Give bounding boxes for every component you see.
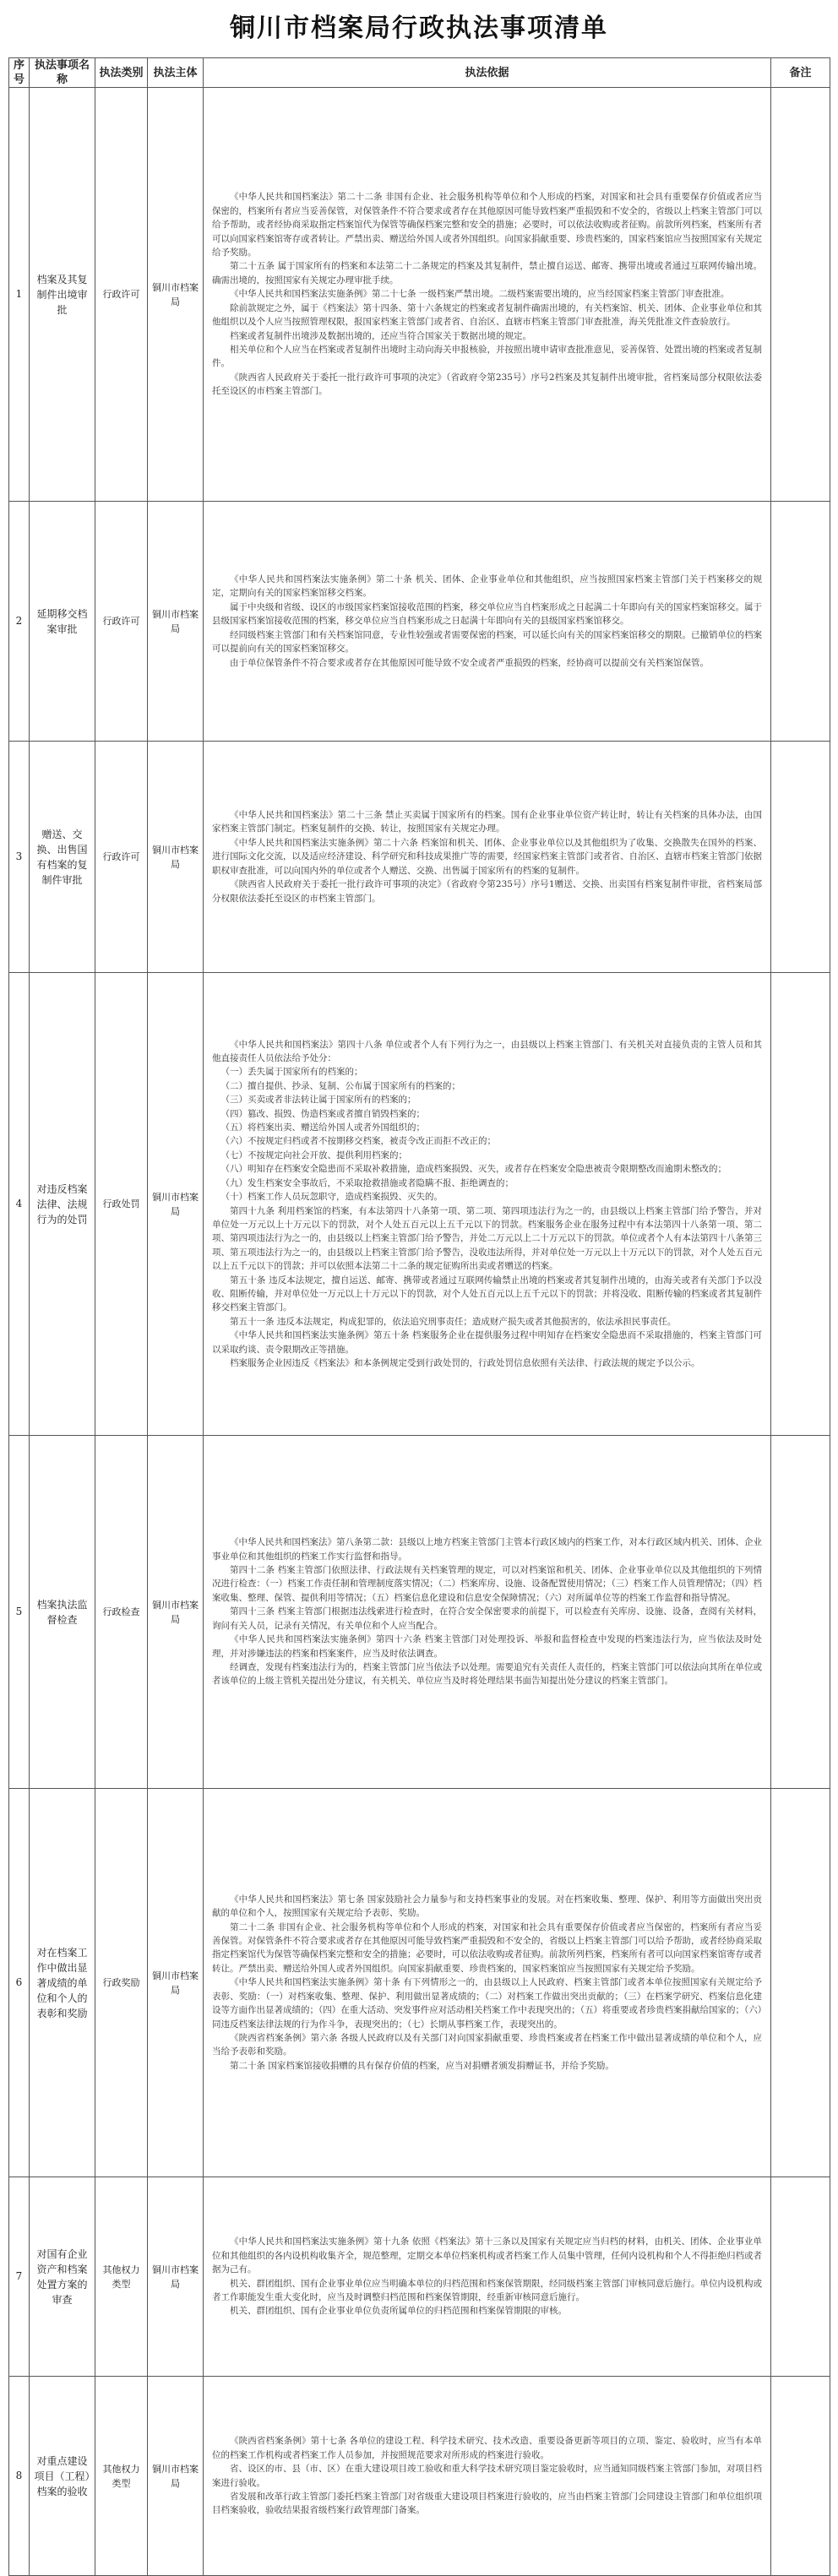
cell-name: 赠送、交换、出售国有档案的复制件审批 [30,742,95,973]
basis-paragraph: （四）篡改、损毁、伪造档案或者擅自销毁档案的； [220,1108,425,1119]
cell-name: 对违反档案法律、法规行为的处罚 [30,973,95,1436]
cell-type: 行政奖励 [95,1789,148,2177]
table-row [9,88,830,502]
basis-paragraph: 《中华人民共和国档案法实施条例》第二十条 机关、团体、企业事业单位和其他组织，应当按照国家档案主管部门关于档案移交的规定，定期向有关的国家档案馆移交档案。 [212,574,762,599]
cell-subject: 铜川市档案局 [148,742,204,973]
basis-paragraph: 《陕西省档案条例》第六条 各级人民政府以及有关部门对向国家捐献重要、珍贵档案或者在档案工作中做出显著成绩的单位和个人，应当给予表彰和奖励。 [212,2032,762,2057]
cell-name: 延期移交档案审批 [30,502,95,742]
header-seq: 序号 [9,58,30,88]
basis-paragraph: 经调查，发现有档案违法行为的，档案主管部门应当依法予以处理。需要追究有关责任人责任的，档案主管部门可以依法向其所在单位或者该单位的上级主管机关提出处分建议，有关机关、单位应当及时将处理结果书面告知提出处分建议的档案主管部门。 [212,1661,762,1687]
basis-paragraph: 第五十条 违反本法规定，擅自运送、邮寄、携带或者通过互联网传输禁止出境的档案或者其复制件出境的，由海关或者有关部门予以没收、阻断传输，并对单位处一万元以上十万元以下的罚款，对个人处五百元以上五千元以下的罚款；并将没收、阻断传输的档案或者其复制件移交档案主管部门。 [212,1274,762,1313]
basis-paragraph: 由于单位保管条件不符合要求或者存在其他原因可能导致不安全或者严重损毁的档案，经协商可以提前交有关档案馆保管。 [230,657,709,668]
basis-paragraph: 《中华人民共和国档案法实施条例》第五十条 档案服务企业在提供服务过程中明知存在档案安全隐患而不采取措施的，档案主管部门可以采取约谈、责令限期改正等措施。 [212,1330,762,1355]
basis-paragraph: 省发展和改革行政主管部门委托档案主管部门对省级重大建设项目档案进行验收的，应当由档案主管部门会同建设主管部门和单位组织项目档案验收，验收结果报省级档案行政管理部门备案。 [212,2491,762,2516]
cell-basis [204,973,771,1436]
basis-paragraph: （一）丢失属于国家所有的档案的； [220,1067,363,1078]
basis-paragraph: 第二十五条 属于国家所有的档案和本法第二十二条规定的档案及其复制件，禁止擅自运送、邮寄、携带出境或者通过互联网传输出境。确需出境的，按照国家有关规定办理审批手续。 [212,261,762,285]
basis-paragraph: 机关、群团组织、国有企业事业单位应当明确本单位的归档范围和档案保管期限，经同级档案主管部门审核同意后施行。单位内设机构或者工作职能发生重大变化时，应当及时调整归档范围和档案保管期限，经重新审核同意后施行。 [212,2278,762,2302]
basis-paragraph: 除前款规定之外，属于《档案法》第十四条、第十六条规定的档案或者复制件确需出境的，有关档案馆、机关、团体、企业事业单位和其他组织以及个人应当按照管理权限，报国家档案主管部门或者省、自治区、直辖市档案主管部门审查批准，海关凭批准文件查验放行。 [212,302,762,328]
table-row [9,1789,830,2177]
table-row [9,502,830,742]
basis-paragraph: 档案服务企业因违反《档案法》和本条例规定受到行政处罚的，行政处罚信息依照有关法律、行政法规的规定予以公示。 [230,1357,700,1368]
cell-type: 行政许可 [95,502,148,742]
table-row [9,1436,830,1789]
basis-paragraph: （八）明知存在档案安全隐患而不采取补救措施，造成档案损毁、灭失，或者存在档案安全隐患被责令限期整改而逾期未整改的； [220,1164,726,1175]
basis-paragraph: 第四十三条 档案主管部门根据违法线索进行检查时，在符合安全保密要求的前提下，可以检查有关库房、设施、设备，查阅有关材料，询问有关人员，记录有关情况，有关单位和个人应当配合。 [212,1606,762,1631]
cell-name: 对国有企业资产和档案处置方案的审查 [30,2177,95,2377]
enforcement-table [8,57,830,2576]
cell-type: 行政处罚 [95,973,148,1436]
basis-paragraph: 《中华人民共和国档案法》第八条第二款：县级以上地方档案主管部门主管本行政区域内的档案工作，对本行政区域内机关、团体、企业事业单位和其他组织的档案工作实行监督和指导。 [212,1537,762,1562]
cell-name: 档案执法监督检查 [30,1436,95,1789]
cell-type: 行政许可 [95,88,148,502]
basis-paragraph: 《陕西省人民政府关于委托一批行政许可事项的决定》（省政府令第235号）序号1赠送、交换、出卖国有档案复制件审批，省档案局部分权限依法委托至设区的市档案主管部门。 [212,879,762,904]
cell-name: 对重点建设项目（工程）档案的验收 [30,2377,95,2576]
cell-remark [771,1436,830,1789]
cell-basis [204,502,771,742]
cell-seq: 3 [9,742,30,973]
cell-remark [771,2377,830,2576]
basis-paragraph: 《中华人民共和国档案法》第七条 国家鼓励社会力量参与和支持档案事业的发展。对在档案收集、整理、保护、利用等方面做出突出贡献的单位和个人，按照国家有关规定给予表彰、奖励。 [212,1894,762,1919]
cell-basis [204,2377,771,2576]
cell-remark [771,1789,830,2177]
cell-remark [771,973,830,1436]
cell-subject: 铜川市档案局 [148,2177,204,2377]
basis-paragraph: 档案或者复制件出境涉及数据出境的，还应当符合国家关于数据出境的规定。 [230,330,531,341]
cell-type: 行政许可 [95,742,148,973]
basis-paragraph: （二）擅自提供、抄录、复制、公布属于国家所有的档案的； [220,1080,460,1091]
cell-subject: 铜川市档案局 [148,502,204,742]
basis-paragraph: 《中华人民共和国档案法实施条例》第二十六条 档案馆和机关、团体、企业事业单位以及其他组织为了收集、交换散失在国外的档案、进行国际文化交流，以及适应经济建设、科学研究和科技成果推广等的需要，经国家档案主管部门或者省、自治区、直辖市档案主管部门依据职权审查批准，可以向国内外的单位或者个人赠送、交换、出售属于国家所有的档案的复制件。 [212,837,762,876]
table-row [9,2377,830,2576]
basis-paragraph: 《中华人民共和国档案法》第二十三条 禁止买卖属于国家所有的档案。国有企业事业单位资产转让时，转让有关档案的具体办法，由国家档案主管部门制定。档案复制件的交换、转让，按照国家有关规定办理。 [212,810,762,834]
cell-remark [771,2177,830,2377]
header-type: 执法类别 [95,58,148,88]
basis-paragraph: 经同级档案主管部门和有关档案馆同意，专业性较强或者需要保密的档案，可以延长向有关的国家档案馆移交的期限。已撤销单位的档案可以提前向有关的国家档案馆移交。 [212,629,762,655]
cell-subject: 铜川市档案局 [148,1789,204,2177]
header-remark: 备注 [771,58,830,88]
header-basis: 执法依据 [204,58,771,88]
basis-paragraph: 第二十条 国家档案馆接收捐赠的具有保存价值的档案，应当对捐赠者颁发捐赠证书，并给予奖励。 [230,2060,614,2071]
basis-paragraph: 《中华人民共和国档案法实施条例》第十九条 依照《档案法》第十三条以及国家有关规定应当归档的材料，由机关、团体、企业事业单位和其他组织的各内设机构收集齐全，规范整理，定期交本单位档案机构或者档案工作人员集中管理，任何内设机构和个人不得拒绝归档或者据为己有。 [212,2236,762,2275]
basis-paragraph: （七）不按规定向社会开放、提供利用档案的； [220,1149,407,1160]
cell-seq: 1 [9,88,30,502]
cell-type: 其他权力类型 [95,2177,148,2377]
basis-paragraph: 省、设区的市、县（市、区）在重大建设项目竣工验收和重大科学技术研究项目鉴定验收时，应当通知同级档案主管部门参加，对项目档案进行验收。 [212,2464,762,2488]
basis-paragraph: 第四十九条 利用档案馆的档案，有本法第四十八条第一项、第二项、第四项违法行为之一的，由县级以上档案主管部门给予警告，并对单位处一万元以上十万元以下的罚款，对个人处五百元以上五千元以下的罚款。档案服务企业在服务过程中有本法第四十八条第一项、第二项、第四项违法行为之一的，由县级以上档案主管部门给予警告，并处二万元以上二十万元以下的罚款。单位或者个人有本法第四十八条第三项、第五项违法行为之一的，由县级以上档案主管部门给予警告，没收违法所得，并对单位处一万元以上十万元以下的罚款，对个人处五百元以上五千元以下的罚款；并可以依照本法第二十二条的规定征购所出卖或者赠送的档案。 [212,1205,762,1272]
basis-paragraph: 属于中央级和省级、设区的市级国家档案馆接收范围的档案，移交单位应当自档案形成之日起满二十年即向有关的国家档案馆移交。属于县级国家档案馆接收范围的档案，移交单位应当自档案形成之日起满十年即向有关的县级国家档案馆移交。 [212,601,762,627]
basis-paragraph: 机关、群团组织、国有企业事业单位负责所属单位的归档范围和档案保管期限的审核。 [230,2306,567,2317]
basis-paragraph: （六）不按规定归档或者不按期移交档案，被责令改正而拒不改正的； [220,1136,496,1147]
table-row [9,2177,830,2377]
cell-subject: 铜川市档案局 [148,2377,204,2576]
cell-name: 档案及其复制件出境审批 [30,88,95,502]
cell-seq: 4 [9,973,30,1436]
basis-paragraph: 《中华人民共和国档案法实施条例》第十条 有下列情形之一的，由县级以上人民政府、档案主管部门或者本单位按照国家有关规定给予表彰、奖励：（一）对档案收集、整理、保护、利用做出显著成绩的；（二）对档案工作做出突出贡献的；（三）在档案学研究、档案信息化建设等方面作出显著成绩的；（四）在重大活动、突发事件应对活动相关档案工作中表现突出的；（五）将重要或者珍贵档案捐献给国家的；（六）同违反档案法律法规的行为作斗争，表现突出的；（七）长期从事档案工作，表现突出的。 [212,1977,762,2030]
cell-basis [204,2177,771,2377]
cell-subject: 铜川市档案局 [148,1436,204,1789]
basis-paragraph: 《中华人民共和国档案法》第四十八条 单位或者个人有下列行为之一，由县级以上档案主管部门、有关机关对直接负责的主管人员和其他直接责任人员依法给予处分： [212,1039,762,1064]
cell-seq: 7 [9,2177,30,2377]
cell-seq: 2 [9,502,30,742]
basis-paragraph: 第四十二条 档案主管部门依照法律、行政法规有关档案管理的规定，可以对档案馆和机关、团体、企业事业单位以及其他组织的下列情况进行检查：（一）档案工作责任制和管理制度落实情况；（二）档案库房、设施、设备配置使用情况；（三）档案工作人员管理情况；（四）档案收集、整理、保管、提供利用等情况；（五）档案信息化建设和信息安全保障情况；（六）对所属单位等的档案工作监督和指导情况。 [212,1565,762,1603]
cell-subject: 铜川市档案局 [148,973,204,1436]
table-row [9,742,830,973]
basis-paragraph: （十）档案工作人员玩忽职守，造成档案损毁、灭失的。 [220,1192,443,1203]
cell-subject: 铜川市档案局 [148,88,204,502]
table-header-row [9,58,830,88]
basis-paragraph: 《陕西省人民政府关于委托一批行政许可事项的决定》（省政府令第235号）序号2档案及其复制件出境审批，省档案局部分权限依法委托至设区的市档案主管部门。 [212,372,762,397]
basis-paragraph: 相关单位和个人应当在档案或者复制件出境时主动向海关申报核验，并按照出境申请审查批准意见，妥善保管、处置出境的档案或者复制件。 [212,344,762,369]
cell-remark [771,502,830,742]
cell-seq: 5 [9,1436,30,1789]
basis-paragraph: 《中华人民共和国档案法》第二十二条 非国有企业、社会服务机构等单位和个人形成的档案，对国家和社会具有重要保存价值或者应当保密的，档案所有者应当妥善保管，对保管条件不符合要求或者存在其他原因可能导致档案严重损毁和不安全的，省级以上档案主管部门可以给予帮助，或者经协商采取指定档案馆代为保管等确保档案完整和安全的措施；必要时，可以依法收购或者征购。前款所列档案，档案所有者可以向国家档案馆寄存或者转让。严禁出卖、赠送给外国人或者外国组织。向国家捐献重要、珍贵档案的，国家档案馆应当按照国家有关规定给予奖励。 [212,192,762,258]
table-row [9,973,830,1436]
cell-basis [204,1789,771,2177]
cell-type: 其他权力类型 [95,2377,148,2576]
basis-paragraph: 《陕西省档案条例》第十七条 各单位的建设工程、科学技术研究、技术改造、重要设备更新等项目的立项、鉴定、验收时，应当有本单位的档案工作机构或者档案工作人员参加，并按照规范要求对所形成的档案进行验收。 [212,2436,762,2460]
cell-seq: 6 [9,1789,30,2177]
cell-basis [204,742,771,973]
basis-paragraph: （三）买卖或者非法转让属于国家所有的档案的； [220,1095,416,1106]
basis-paragraph: （五）将档案出卖、赠送给外国人或者外国组织的； [220,1122,425,1133]
basis-paragraph: （九）发生档案安全事故后，不采取抢救措施或者隐瞒不报、拒绝调查的； [220,1177,514,1188]
header-name: 执法事项名称 [30,58,95,88]
cell-type: 行政检查 [95,1436,148,1789]
cell-basis [204,88,771,502]
basis-paragraph: 《中华人民共和国档案法实施条例》第二十七条 一级档案严禁出境。二级档案需要出境的，应当经国家档案主管部门审查批准。 [230,289,730,300]
basis-paragraph: 第五十一条 违反本法规定，构成犯罪的，依法追究刑事责任；造成财产损失或者其他损害的，依法承担民事责任。 [230,1316,677,1327]
cell-name: 对在档案工作中做出显著成绩的单位和个人的表彰和奖励 [30,1789,95,2177]
cell-seq: 8 [9,2377,30,2576]
basis-paragraph: 《中华人民共和国档案法实施条例》第四十六条 档案主管部门对处理投诉、举报和监督检查中发现的档案违法行为，应当依法及时处理，并对涉嫌违法的档案和档案案件，应当及时依法调查。 [212,1634,762,1659]
header-subject: 执法主体 [148,58,204,88]
cell-remark [771,742,830,973]
cell-remark [771,88,830,502]
basis-paragraph: 第二十二条 非国有企业、社会服务机构等单位和个人形成的档案，对国家和社会具有重要保存价值或者应当保密的，档案所有者应当妥善保管。对保管条件不符合要求或者存在其他原因可能导致档案严重损毁和不安全的，省级以上档案主管部门可以给予帮助，或者经协商采取指定档案馆代为保管等确保档案完整和安全的措施；必要时，可以依法收购或者征购。前款所列档案，档案所有者可以向国家档案馆寄存或者转让。严禁出卖、赠送给外国人或者外国组织。向国家捐献重要、珍贵档案的，国家档案馆应当按照国家有关规定给予奖励。 [212,1921,762,1974]
page-title: 铜川市档案局行政执法事项清单 [230,14,608,43]
cell-basis [204,1436,771,1789]
